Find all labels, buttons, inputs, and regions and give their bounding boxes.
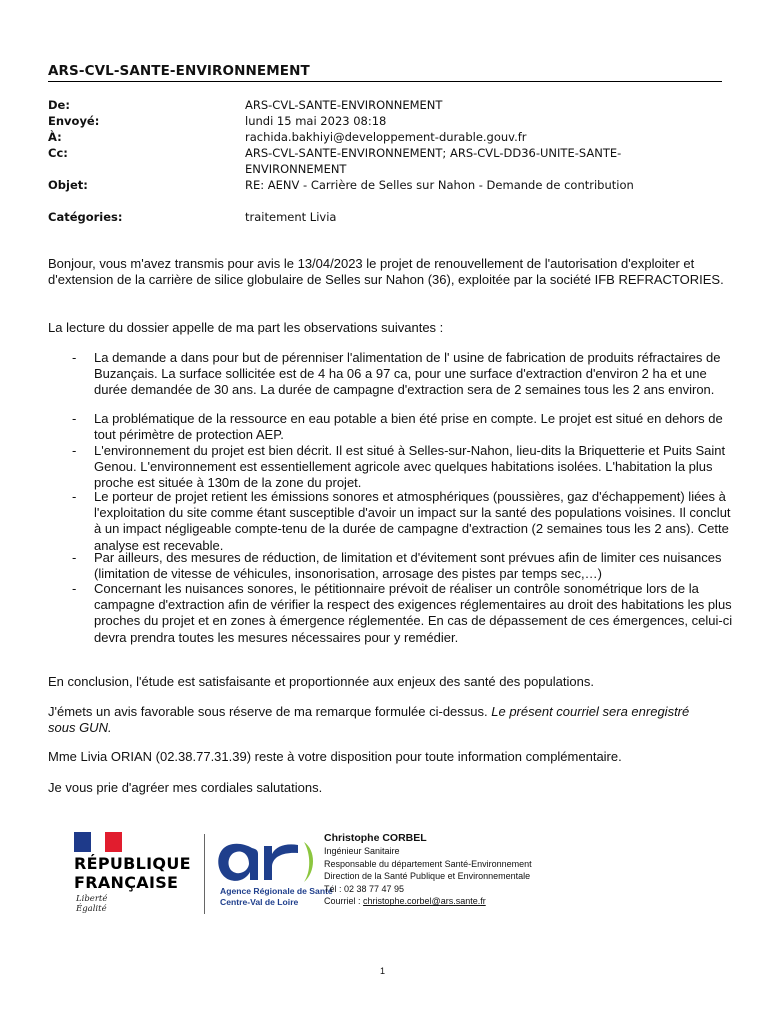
- ars-org-line1: Agence Régionale de Santé: [220, 886, 333, 896]
- signature-email-label: Courriel :: [324, 896, 364, 907]
- lead-paragraph: La lecture du dossier appelle de ma part les observations suivantes :: [48, 320, 444, 335]
- opinion-italic-note: Le présent courriel sera enregistré sous GUN.: [48, 704, 690, 736]
- signature-line: Tél : 02 38 77 47 95: [324, 883, 405, 894]
- signature-email-line: [324, 895, 532, 908]
- rf-logo-line2: FRANÇAISE: [74, 873, 179, 892]
- mail-sender-title: ARS-CVL-SANTE-ENVIRONNEMENT: [48, 63, 310, 79]
- ars-org-name: [220, 886, 333, 908]
- signature-name: Christophe CORBEL: [324, 832, 427, 844]
- contact-paragraph: Mme Livia ORIAN (02.38.77.31.39) reste à votre disposition pour toute information complémentaire.: [48, 749, 622, 764]
- signature-block: [324, 832, 532, 908]
- header-value: traitement Livia: [245, 210, 337, 224]
- intro-paragraph: Bonjour, vous m'avez transmis pour avis le 13/04/2023 le projet de renouvellement de l'autorisation d'exploiter et d'extension de la carrière de silice globulaire de Selles sur Nahon (36), exploitée par la société IFB REFRACTORIES.: [48, 256, 724, 288]
- header-label: De:: [48, 98, 70, 112]
- signature-email-link[interactable]: christophe.corbel@ars.sante.fr: [363, 896, 486, 907]
- signature-divider: [204, 834, 205, 914]
- header-value: RE: AENV - Carrière de Selles sur Nahon - Demande de contribution: [245, 178, 634, 192]
- ars-org-line2: Centre-Val de Loire: [220, 897, 299, 907]
- bullet-text: L'environnement du projet est bien décrit. Il est situé à Selles-sur-Nahon, lieu-dits la Briquetterie et Puits Saint Genou. L'environnement est essentiellement agricole avec quelques habitations isolées. L'habitation la plus proche est située à 130m de la zone du projet.: [94, 443, 726, 491]
- rf-logo-text: [74, 854, 191, 892]
- title-divider: [48, 81, 722, 82]
- header-value: lundi 15 mai 2023 08:18: [245, 114, 387, 128]
- header-value: ARS-CVL-SANTE-ENVIRONNEMENT: [245, 98, 443, 112]
- closing-paragraph: Je vous prie d'agréer mes cordiales salutations.: [48, 780, 323, 795]
- opinion-text: J'émets un avis favorable sous réserve de ma remarque formulée ci-dessus.: [48, 704, 488, 719]
- bullet-marker: -: [72, 489, 77, 504]
- rf-motto-line2: Égalité: [76, 904, 107, 914]
- bullet-marker: -: [72, 411, 77, 426]
- bullet-text: La demande a dans pour but de pérenniser l'alimentation de l' usine de fabrication de produits réfractaires de Buzançais. La surface sollicitée est de 4 ha 06 a 97 ca, pour une surface d'extraction d'environ 2 ha et une durée demandée de 30 ans. La durée de campagne d'extraction sera de 2 semaines tous les 2 ans environ.: [94, 350, 721, 398]
- header-label: Envoyé:: [48, 114, 100, 128]
- bullet-marker: -: [72, 550, 77, 565]
- header-label: À:: [48, 130, 62, 144]
- bullet-text: La problématique de la ressource en eau potable a bien été prise en compte. Le projet est situé en dehors de tout périmètre de protection AEP.: [94, 411, 723, 443]
- page-number: 1: [380, 966, 386, 976]
- bullet-marker: -: [72, 350, 77, 365]
- header-label: Objet:: [48, 178, 88, 192]
- republique-francaise-logo: [72, 832, 191, 918]
- bullet-marker: -: [72, 581, 77, 596]
- ars-logo-letters-icon: [212, 834, 324, 888]
- ars-logo: [212, 834, 333, 918]
- bullet-text: Concernant les nuisances sonores, le pétitionnaire prévoit de réaliser un contrôle sonométrique lors de la campagne d'extraction afin de vérifier la respect des exigences réglementaires au droit des habitations les plus proches du projet et en zones à émergence réglementée. En cas de dépassement de ces émergences, celui-ci devra prendra toutes les mesures nécessaires pour y remédier.: [94, 581, 733, 645]
- bullet-marker: -: [72, 443, 77, 458]
- opinion-paragraph: [48, 704, 708, 736]
- header-label: Cc:: [48, 146, 68, 160]
- french-flag-icon: [74, 832, 122, 852]
- header-value: ARS-CVL-SANTE-ENVIRONNEMENT; ARS-CVL-DD36-UNITE-SANTE-ENVIRONNEMENT: [245, 146, 622, 176]
- signature-line: Responsable du département Santé-Environnement: [324, 858, 532, 869]
- signature-line: Direction de la Santé Publique et Environnementale: [324, 871, 531, 882]
- rf-motto: [76, 894, 107, 914]
- conclusion-paragraph: En conclusion, l'étude est satisfaisante et proportionnée aux enjeux des santé des populations.: [48, 674, 594, 689]
- bullet-text: Par ailleurs, des mesures de réduction, de limitation et d'évitement sont prévues afin de limiter ces nuisances (limitation de vitesse de véhicules, insonorisation, arrosage des pistes par temps sec,…): [94, 550, 722, 582]
- bullet-text: Le porteur de projet retient les émissions sonores et atmosphériques (poussières, gaz d'échappement) liées à l'exploitation du site comme étant susceptible d'avoir un impact sur la santé des populations voisines. Il conclut à un impact négligeable compte-tenu de la durée de campagne d'extraction (2 semaines tous les 2 ans). Cette analyse est recevable.: [94, 489, 731, 553]
- rf-logo-line1: RÉPUBLIQUE: [74, 854, 191, 873]
- signature-line: Ingénieur Sanitaire: [324, 846, 400, 856]
- header-value: rachida.bakhiyi@developpement-durable.gouv.fr: [245, 130, 527, 144]
- header-label: Catégories:: [48, 210, 123, 224]
- rf-motto-line1: Liberté: [76, 894, 108, 904]
